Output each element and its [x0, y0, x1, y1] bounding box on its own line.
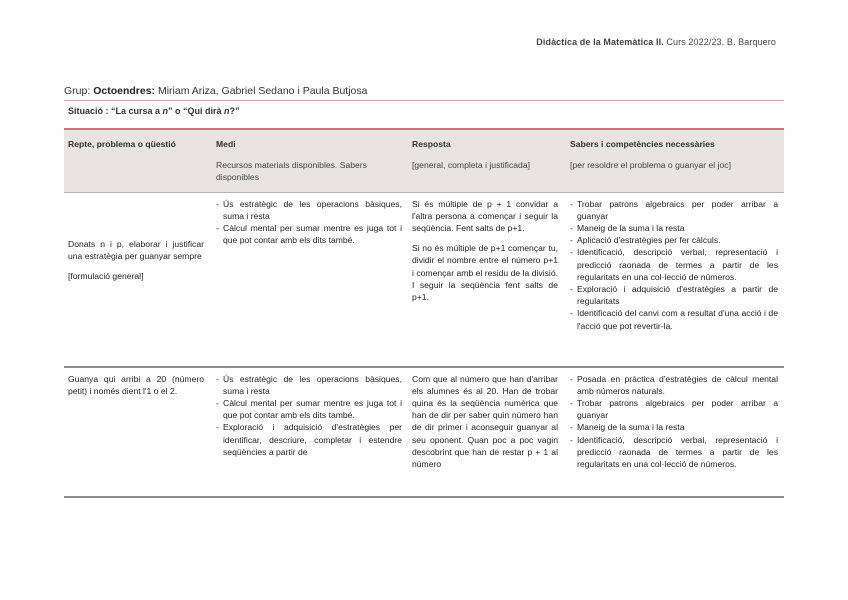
- situation-middle: ” o “Qui dirà: [168, 106, 225, 116]
- list-item: - Ús estratègic de les operacions bàsiques, suma i resta: [216, 373, 402, 397]
- situation-var-n2: n: [224, 106, 230, 116]
- question-text: Donats n i p, elaborar i justificar una estratègia per guanyar sempre: [68, 238, 204, 261]
- table-row: [64, 192, 784, 367]
- medi-cell: [212, 367, 408, 497]
- list-item: - Ús estratègic de les operacions bàsiques, suma i resta: [216, 198, 402, 222]
- group-line: [64, 85, 784, 97]
- resposta-cell: [408, 192, 566, 367]
- answer-paragraph: Si és múltiple de p + 1 convidar a l'altra persona a començar i seguir la seqüència. Fent salts de p+1.: [412, 198, 558, 233]
- list-item: - Posada en pràctica d'estratègies de càlcul mental amb números naturals.: [570, 373, 778, 397]
- list-item: - Trobar patrons algebraics per poder arribar a guanyar: [570, 397, 778, 421]
- sabers-cell: [566, 367, 784, 497]
- table-row: [64, 367, 784, 497]
- group-members: Miriam Ariza, Gabriel Sedano i Paula Butjosa: [155, 85, 368, 97]
- header-cell-resposta: [408, 130, 566, 192]
- list-item: - Identificació, descripció verbal, representació i predicció raonada de termes a partir de les regularitats en una col·lecció de números.: [570, 434, 778, 471]
- situation-prefix: Situació : “La cursa a: [68, 106, 163, 116]
- list-item: - Maneig de la suma i la resta: [570, 421, 778, 433]
- group-name: Octoendres:: [93, 85, 156, 97]
- page-header: [536, 37, 776, 47]
- list-item: - Maneig de la suma i la resta: [570, 222, 778, 234]
- header-subtitle: [general, completa i justificada]: [412, 160, 530, 171]
- header-cell-sabers: [566, 130, 784, 192]
- course-title: Didàctica de la Matemàtica II.: [536, 37, 664, 47]
- table-header-row: [64, 130, 784, 192]
- question-cell: [64, 367, 212, 497]
- list-item: - Càlcul mental per sumar mentre es juga tot i que pot contar amb els dits també.: [216, 397, 402, 421]
- situation-suffix: ?”: [229, 106, 240, 116]
- header-cell-medi: [212, 130, 408, 192]
- answer-paragraph: Com que al número que han d'arribar els alumnes és al 20. Han de trobar quina és la seqüència numèrica que han de dir per saber quin número han de dir primer i aconseguir guanyar al seu oponent. Quan poc a poc vagin descobrint que han de restar p + 1 al número: [412, 373, 558, 469]
- situation-var-n: n: [162, 106, 169, 116]
- situation-title: [64, 100, 784, 130]
- header-title: Resposta: [412, 139, 451, 149]
- list-item: - Aplicació d'estratègies per fer càlculs.: [570, 234, 778, 246]
- header-cell-question: [64, 130, 212, 192]
- question-note: [formulació general]: [68, 270, 144, 281]
- resposta-cell: [408, 367, 566, 497]
- answer-paragraph: Si no és múltiple de p+1 començar tu, dividir el nombre entre el número p+1 i començar amb el residu de la divisió. I seguir la seqüència fent salts de p+1.: [412, 243, 558, 302]
- didactic-table: [64, 130, 784, 498]
- header-title: Repte, problema o qüestió: [68, 139, 176, 149]
- medi-cell: [212, 192, 408, 367]
- list-item: - Identificació, descripció verbal, representació i predicció raonada de termes a partir de les regularitats en una col·lecció de números.: [570, 246, 778, 283]
- question-text: Guanya qui arribi a 20 (número petit) i només dient l'1 o el 2.: [68, 373, 204, 396]
- sabers-cell: [566, 192, 784, 367]
- header-title: Sabers i competències necessàries: [570, 139, 715, 149]
- header-subtitle: [per resoldre el problema o guanyar el joc]: [570, 160, 731, 171]
- list-item: - Identificació del canvi com a resultat d'una acció i de l'acció que pot revertir-la.: [570, 307, 778, 331]
- header-subtitle: Recursos materials disponibles. Sabers disponibles: [216, 160, 367, 183]
- group-label: Grup:: [64, 85, 94, 97]
- list-item: - Trobar patrons algebraics per poder arribar a guanyar: [570, 198, 778, 222]
- course-details: Curs 2022/23. B. Barquero: [663, 37, 776, 47]
- question-cell: [64, 192, 212, 367]
- list-item: - Exploració i adquisició d'estratègies a partir de regularitats: [570, 283, 778, 307]
- list-item: - Exploració i adquisició d'estratègies per identificar, descriure, completar i estendre seqüències a partir de: [216, 421, 402, 458]
- list-item: - Càlcul mental per sumar mentre es juga tot i que pot contar amb els dits també.: [216, 222, 402, 246]
- header-title: Medi: [216, 139, 236, 149]
